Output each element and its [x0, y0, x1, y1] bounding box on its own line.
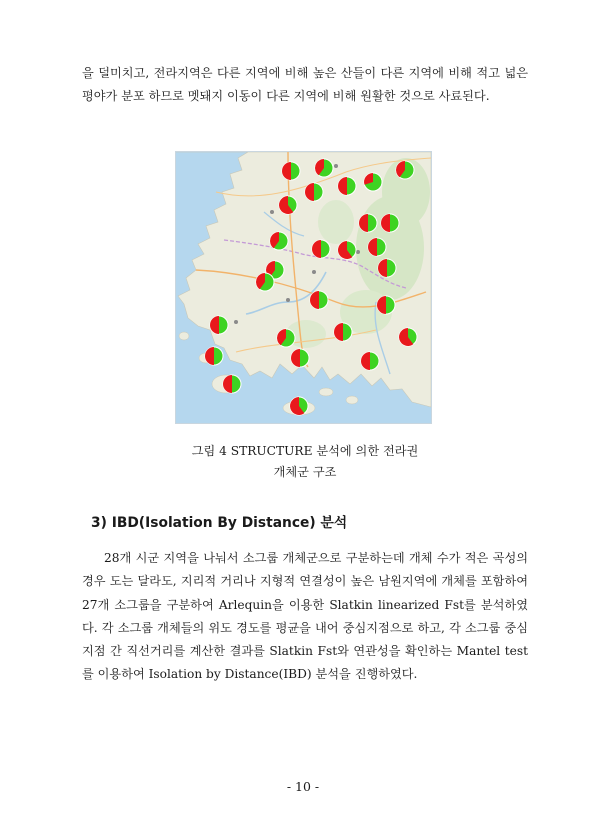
- pie-marker: [312, 240, 330, 258]
- pie-marker: [378, 259, 396, 277]
- town-marker: [356, 250, 360, 254]
- section-title: 3) IBD(Isolation By Distance) 분석: [91, 515, 348, 531]
- pie-marker: [305, 183, 323, 201]
- pie-marker: [381, 214, 399, 232]
- pie-marker: [338, 241, 356, 259]
- pie-marker: [361, 352, 379, 370]
- pie-marker: [377, 296, 395, 314]
- pie-marker: [290, 397, 308, 415]
- pie-marker: [310, 291, 328, 309]
- pie-marker: [364, 173, 382, 191]
- pie-marker: [399, 328, 417, 346]
- town-marker: [270, 210, 274, 214]
- pie-marker: [368, 238, 386, 256]
- island: [346, 396, 358, 404]
- intro-paragraph: 을 덜미치고, 전라지역은 다른 지역에 비해 높은 산들이 다른 지역에 비해 적고 넓은 평야가 분포 하므로 멧돼지 이동이 다른 지역에 비해 원활한 것으로 사료된다.: [82, 66, 528, 104]
- figure-caption-line1: 그림 4 STRUCTURE 분석에 의한 전라권: [191, 444, 419, 458]
- pie-marker: [210, 316, 228, 334]
- structure-pie-map-figure: [175, 151, 432, 424]
- figure-caption-line2: 개체군 구조: [273, 465, 337, 479]
- pie-marker: [279, 196, 297, 214]
- pie-marker: [291, 349, 309, 367]
- pie-marker: [223, 375, 241, 393]
- pie-marker: [334, 323, 352, 341]
- jeolla-map: [176, 152, 431, 423]
- pie-marker: [282, 162, 300, 180]
- pie-marker: [270, 232, 288, 250]
- pie-marker: [396, 161, 414, 179]
- pie-marker: [359, 214, 377, 232]
- town-marker: [312, 270, 316, 274]
- pie-marker: [315, 159, 333, 177]
- town-marker: [286, 298, 290, 302]
- island: [179, 332, 189, 340]
- page-number: - 10 -: [286, 779, 320, 794]
- town-marker: [334, 164, 338, 168]
- pie-marker: [205, 347, 223, 365]
- pie-marker: [256, 273, 274, 291]
- section-body-paragraph: 28개 시군 지역을 나눠서 소그룹 개체군으로 구분하는데 개체 수가 적은 곡성의 경우 도는 달라도, 지리적 거리나 지형적 연결성이 높은 남원지역에 개체를 포함하여 27개 소그룹을 구분하여 Arlequin을 이용한 Slatkin linearized Fst를 분석하였다. 각 소그룹 개체들의 위도 경도를 평균을 내어 중심지점으로 하고, 각 소그룹 중심지점 간 직선거리를 계산한 결과를 Slatkin Fst와 연관성을 확인하는 Mantel test를 이용하여 Isolation by Distance(IBD) 분석을 진행하였다.: [82, 551, 528, 682]
- pie-marker: [277, 329, 295, 347]
- town-marker: [234, 320, 238, 324]
- mountain-area: [318, 200, 354, 244]
- pie-marker: [338, 177, 356, 195]
- island: [319, 388, 333, 396]
